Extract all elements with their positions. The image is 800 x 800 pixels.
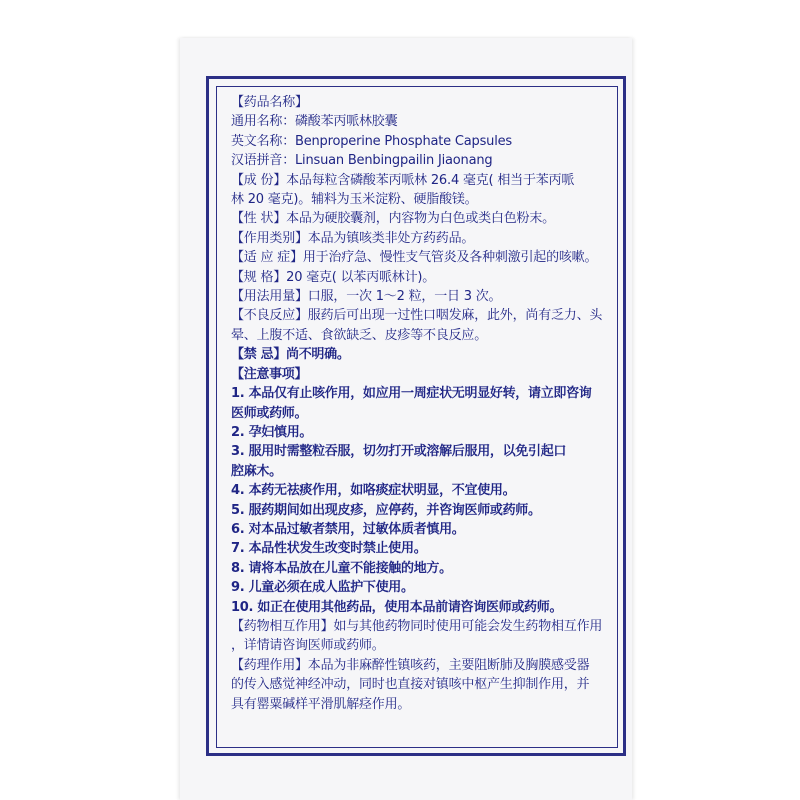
note-6: 6. 对本品过敏者禁用，过敏体质者慎用。 xyxy=(231,521,465,537)
category: 【作用类别】本品为镇咳类非处方药药品。 xyxy=(231,230,475,246)
pharmacology-line-1: 【药理作用】本品为非麻醉性镇咳药，主要阻断肺及胸膜感受器 xyxy=(231,657,590,673)
note-8: 8. 请将本品放在儿童不能接触的地方。 xyxy=(231,560,452,576)
generic-name: 通用名称：磷酸苯丙哌林胶囊 xyxy=(231,114,398,130)
composition-line-2: 林 20 毫克)。辅料为玉米淀粉、硬脂酸镁。 xyxy=(231,192,478,208)
specification: 【规 格】20 毫克( 以苯丙哌林计)。 xyxy=(231,269,436,285)
appearance: 【性 状】本品为硬胶囊剂，内容物为白色或类白色粉末。 xyxy=(231,211,555,227)
note-1-line-2: 医师或药师。 xyxy=(231,405,308,421)
pharmacology-line-3: 具有罂粟碱样平滑肌解痉作用。 xyxy=(231,696,411,712)
note-3-line-1: 3. 服用时需整粒吞服，切勿打开或溶解后服用，以免引起口 xyxy=(231,444,567,460)
notes-header: 【注意事项】 xyxy=(231,366,308,382)
pinyin-name: 汉语拼音：Linsuan Benbingpailin Jiaonang xyxy=(231,153,493,169)
adverse-line-2: 晕、上腹不适、食欲缺乏、皮疹等不良反应。 xyxy=(231,327,488,343)
note-1-line-1: 1. 本品仅有止咳作用，如应用一周症状无明显好转，请立即咨询 xyxy=(231,386,592,402)
label-text xyxy=(231,93,621,714)
adverse-line-1: 【不良反应】服药后可出现一过性口咽发麻，此外，尚有乏力、头 xyxy=(231,308,603,324)
composition-line-1: 【成 份】本品每粒含磷酸苯丙哌林 26.4 毫克( 相当于苯丙哌 xyxy=(231,172,575,188)
interaction-line-1: 【药物相互作用】如与其他药物同时使用可能会发生药物相互作用 xyxy=(231,618,603,634)
note-2: 2. 孕妇慎用。 xyxy=(231,424,313,440)
english-name: 英文名称：Benproperine Phosphate Capsules xyxy=(231,133,512,149)
contraindication: 【禁 忌】尚不明确。 xyxy=(231,347,350,363)
note-5: 5. 服药期间如出现皮疹，应停药，并咨询医师或药师。 xyxy=(231,502,541,518)
pharmacology-line-2: 的传入感觉神经冲动，同时也直接对镇咳中枢产生抑制作用，并 xyxy=(231,677,590,693)
note-9: 9. 儿童必须在成人监护下使用。 xyxy=(231,580,414,596)
note-7: 7. 本品性状发生改变时禁止使用。 xyxy=(231,541,427,557)
indication: 【适 应 症】用于治疗急、慢性支气管炎及各种刺激引起的咳嗽。 xyxy=(231,250,598,266)
note-10: 10. 如正在使用其他药品，使用本品前请咨询医师或药师。 xyxy=(231,599,563,615)
note-4: 4. 本药无祛痰作用，如咯痰症状明显，不宜使用。 xyxy=(231,483,516,499)
drug-name-header: 【药品名称】 xyxy=(231,95,308,110)
note-3-line-2: 腔麻木。 xyxy=(231,463,282,479)
usage: 【用法用量】口服，一次 1～2 粒，一日 3 次。 xyxy=(231,289,502,305)
interaction-line-2: ，详情请咨询医师或药师。 xyxy=(231,638,385,654)
